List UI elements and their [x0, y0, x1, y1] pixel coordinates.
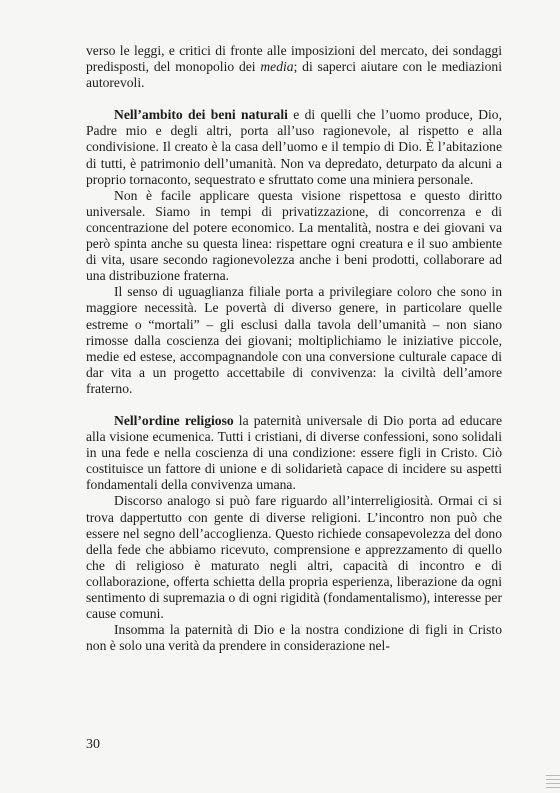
paragraph-continuation: verso le leggi, e critici di fronte alle imposizioni del mercato, dei sondaggi predisposti, del monopolio dei media; di saperci aiutare con le mediazioni autorevoli.	[86, 43, 502, 91]
paragraph-ordine-religioso: Nell’ordine religioso la paternità universale di Dio porta ad educare alla visione ecumenica. Tutti i cristiani, di diverse confessioni, sono solidali in una fede e nella coscienza di una condizione: essere figli in Cristo. Ciò costituisce un fattore di unione e di solidarietà capace di incidere su aspetti fondamentali della convivenza umana.	[86, 412, 502, 493]
paragraph-uguaglianza-filiale: Il senso di uguaglianza filiale porta a privilegiare coloro che sono in maggiore necessità. Le povertà di diverso genere, in particolare quelle estreme o “mortali” – gli esclusi dalla tavola dell’umanità – non siano rimosse dalla coscienza dei giovani; moltiplichiamo le iniziative piccole, medie ed estese, accompagnandole con una conversione culturale capace di dar vita a un progetto accettabile di convivenza: la civiltà dell’amore fraterno.	[86, 284, 502, 396]
paragraph-interreligiosita: Discorso analogo si può fare riguardo all’interreligiosità. Ormai ci si trova dappertutto con gente di diverse religioni. L’incontro non può che essere nel segno dell’accoglienza. Questo richiede consapevolezza del dono della fede che abbiamo ricevuto, comprensione e apprezzamento di quello che di religioso è maturato negli altri, capacità di incontro e di collaborazione, offerta schietta della propria esperienza, liberazione da ogni sentimento di supremazia o di ogni rigidità (fondamentalismo), interesse per cause comuni.	[86, 493, 502, 622]
section-lead-beni-naturali: Nell’ambito dei beni naturali	[114, 107, 288, 123]
scan-edge-marks	[546, 775, 560, 791]
body-text	[86, 43, 502, 654]
page-number: 30	[86, 737, 100, 752]
media-italic: media	[260, 59, 294, 75]
section-lead-ordine-religioso: Nell’ordine religioso	[114, 412, 234, 428]
paragraph-insomma: Insomma la paternità di Dio e la nostra condizione di figli in Cristo non è solo una verità da prendere in considerazione nel-	[86, 622, 502, 654]
paragraph-beni-naturali: Nell’ambito dei beni naturali e di quelli che l’uomo produce, Dio, Padre mio e degli altri, porta all’uso ragionevole, al rispetto e alla condivisione. Il creato è la casa dell’uomo e il tempio di Dio. È l’abitazione di tutti, è patrimonio dell’umanità. Non va depredato, deturpato da alcuni a proprio tornaconto, sequestrato e sfruttato come una miniera personale.	[86, 107, 502, 187]
paragraph-visione-rispettosa: Non è facile applicare questa visione rispettosa e questo diritto universale. Siamo in tempi di privatizzazione, di concorrenza e di concentrazione del potere economico. La mentalità, nostra e dei giovani va però spinta anche su questa linea: rispettare ogni creatura e il suo ambiente di vita, usare secondo ragionevolezza anche i beni prodotti, collaborare ad una distribuzione fraterna.	[86, 187, 502, 284]
